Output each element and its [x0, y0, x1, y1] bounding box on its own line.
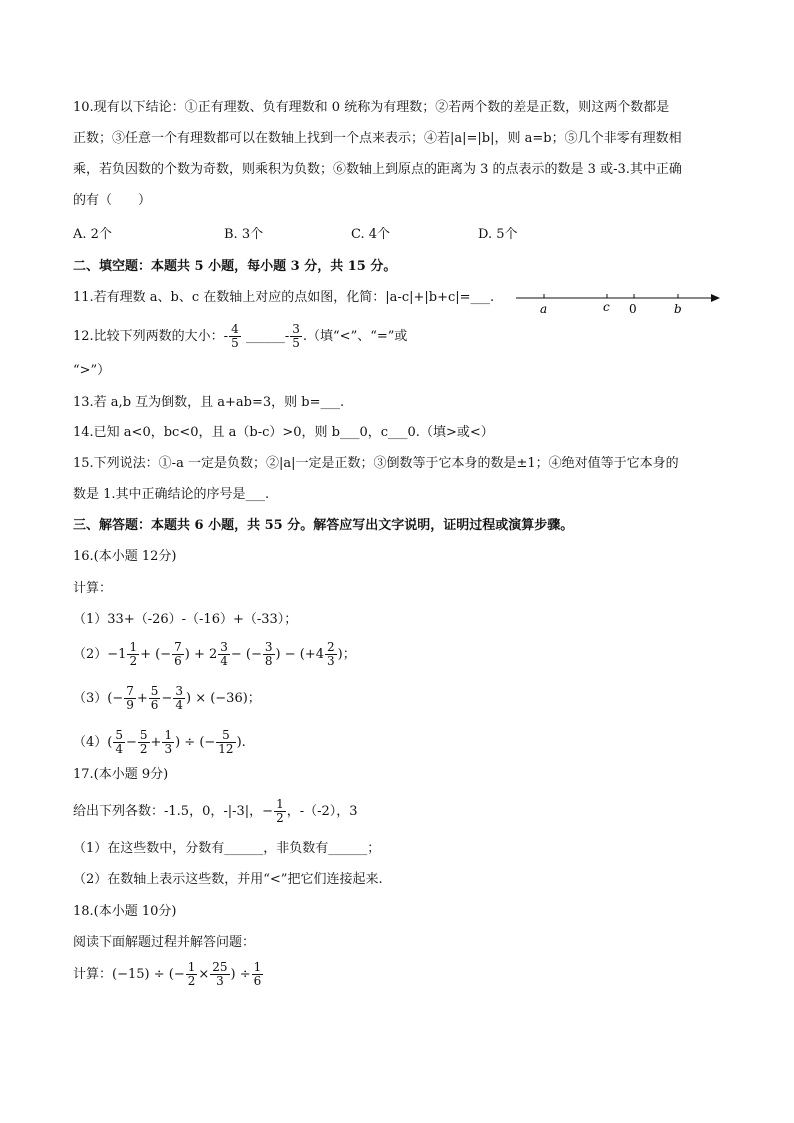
- label-a: a: [540, 302, 548, 316]
- q17-given: 给出下列各数：-1.5，0，-|-3|，− $\frac{1}{2}$ ，-（-2），3: [73, 797, 358, 825]
- q10-line4: 的有（ ）: [73, 193, 152, 208]
- q12-suffix: .（填“<”、“=”或: [302, 329, 408, 344]
- option-a: A. 2个: [73, 227, 112, 242]
- q15-line1: 15.下列说法：①-a 一定是负数；②|a|一定是正数；③倒数等于它本身的数是±1；④绝对值等于它本身的: [73, 456, 679, 471]
- q18-calc-prefix: 计算：: [73, 967, 113, 982]
- q17-part2: （2）在数轴上表示这些数，并用“<”把它们连接起来.: [73, 872, 383, 887]
- q17-title: 17.(本小题 9分): [73, 767, 169, 782]
- q16-title: 16.(本小题 12分): [73, 549, 177, 564]
- q16-part4-label: （4）: [73, 735, 108, 750]
- q11-text: 11.若有理数 a、b、c 在数轴上对应的点如图，化简：|a-c|+|b+c|=___.: [73, 290, 495, 305]
- label-b: b: [674, 302, 682, 316]
- q16-part1: （1）33+（-26）-（-16）+（-33）；: [73, 612, 298, 627]
- label-0: 0: [629, 302, 637, 316]
- q16-part2-label: （2）: [73, 647, 108, 662]
- q18-title: 18.(本小题 10分): [73, 904, 177, 919]
- q18-intro: 阅读下面解题过程并解答问题：: [73, 935, 256, 950]
- q10-line3: 乘，若负因数的个数为奇数，则乘积为负数；⑥数轴上到原点的距离为 3 的点表示的数是 3 或-3.其中正确: [73, 162, 682, 177]
- option-c: C. 4个: [351, 227, 391, 242]
- q12-fraction-1: $\frac{4}{5}$: [231, 322, 239, 350]
- q18-calc: 计算：(−15) ÷ (− $\frac{1}{2}$ × $\frac{25}{3}$ ) ÷ $\frac{1}{6}$: [73, 960, 262, 988]
- q17-given-prefix: 给出下列各数：-1.5，0，-|-3|，: [73, 804, 263, 819]
- q16-part4: （4）( $\frac{5}{4}$ − $\frac{5}{2}$ + $\frac{1}{3}$ ) ÷ (− $\frac{5}{12}$ ).: [73, 728, 246, 756]
- q16-part3: （3）(− $\frac{7}{9}$ + $\frac{5}{6}$ − $\frac{3}{4}$ ) × (−36)；: [73, 684, 261, 712]
- option-d: D. 5个: [478, 227, 518, 242]
- q12-line1: [73, 320, 407, 354]
- q12-fraction-2: $\frac{3}{5}$: [292, 322, 300, 350]
- q16-intro: 计算：: [73, 581, 113, 596]
- q17-part1: （1）在这些数中，分数有______，非负数有______；: [73, 841, 381, 856]
- q13-text: 13.若 a,b 互为倒数，且 a+ab=3，则 b=___.: [73, 395, 345, 410]
- number-line-arrow: [711, 294, 720, 302]
- q16-part2: （2）−1 $\frac{1}{2}$ + (− $\frac{7}{6}$ ) + 2 $\frac{3}{4}$ − (− $\frac{3}{8}$ ) − (+4 $\frac{2}{3}$ )；: [73, 640, 356, 668]
- q12-blank: ______-: [245, 329, 290, 344]
- option-b: B. 3个: [224, 227, 264, 242]
- q17-given-suffix: ，-（-2），3: [286, 804, 358, 819]
- q12-prefix: 12.比较下列两数的大小：-: [73, 329, 229, 344]
- label-c: c: [603, 300, 610, 314]
- q10-line2: 正数；③任意一个有理数都可以在数轴上找到一个点来表示；④若|a|=|b|，则 a=b；⑤几个非零有理数相: [73, 131, 682, 146]
- number-line-figure: [514, 288, 724, 324]
- q15-line2: 数是 1.其中正确结论的序号是___.: [73, 487, 270, 502]
- q10-line1: 10.现有以下结论：①正有理数、负有理数和 0 统称为有理数；②若两个数的差是正数，则这两个数都是: [73, 100, 670, 115]
- q12-line2: “>”）: [73, 363, 111, 378]
- q16-part3-label: （3）: [73, 691, 108, 706]
- q14-text: 14.已知 a<0，bc<0，且 a（b-c）>0，则 b___0，c___0.（填>或<）: [73, 425, 494, 440]
- section-2-heading: 二、填空题：本题共 5 小题，每小题 3 分，共 15 分。: [73, 259, 397, 274]
- section-3-heading: 三、解答题：本题共 6 小题，共 55 分。解答应写出文字说明，证明过程或演算步骤。: [73, 518, 574, 533]
